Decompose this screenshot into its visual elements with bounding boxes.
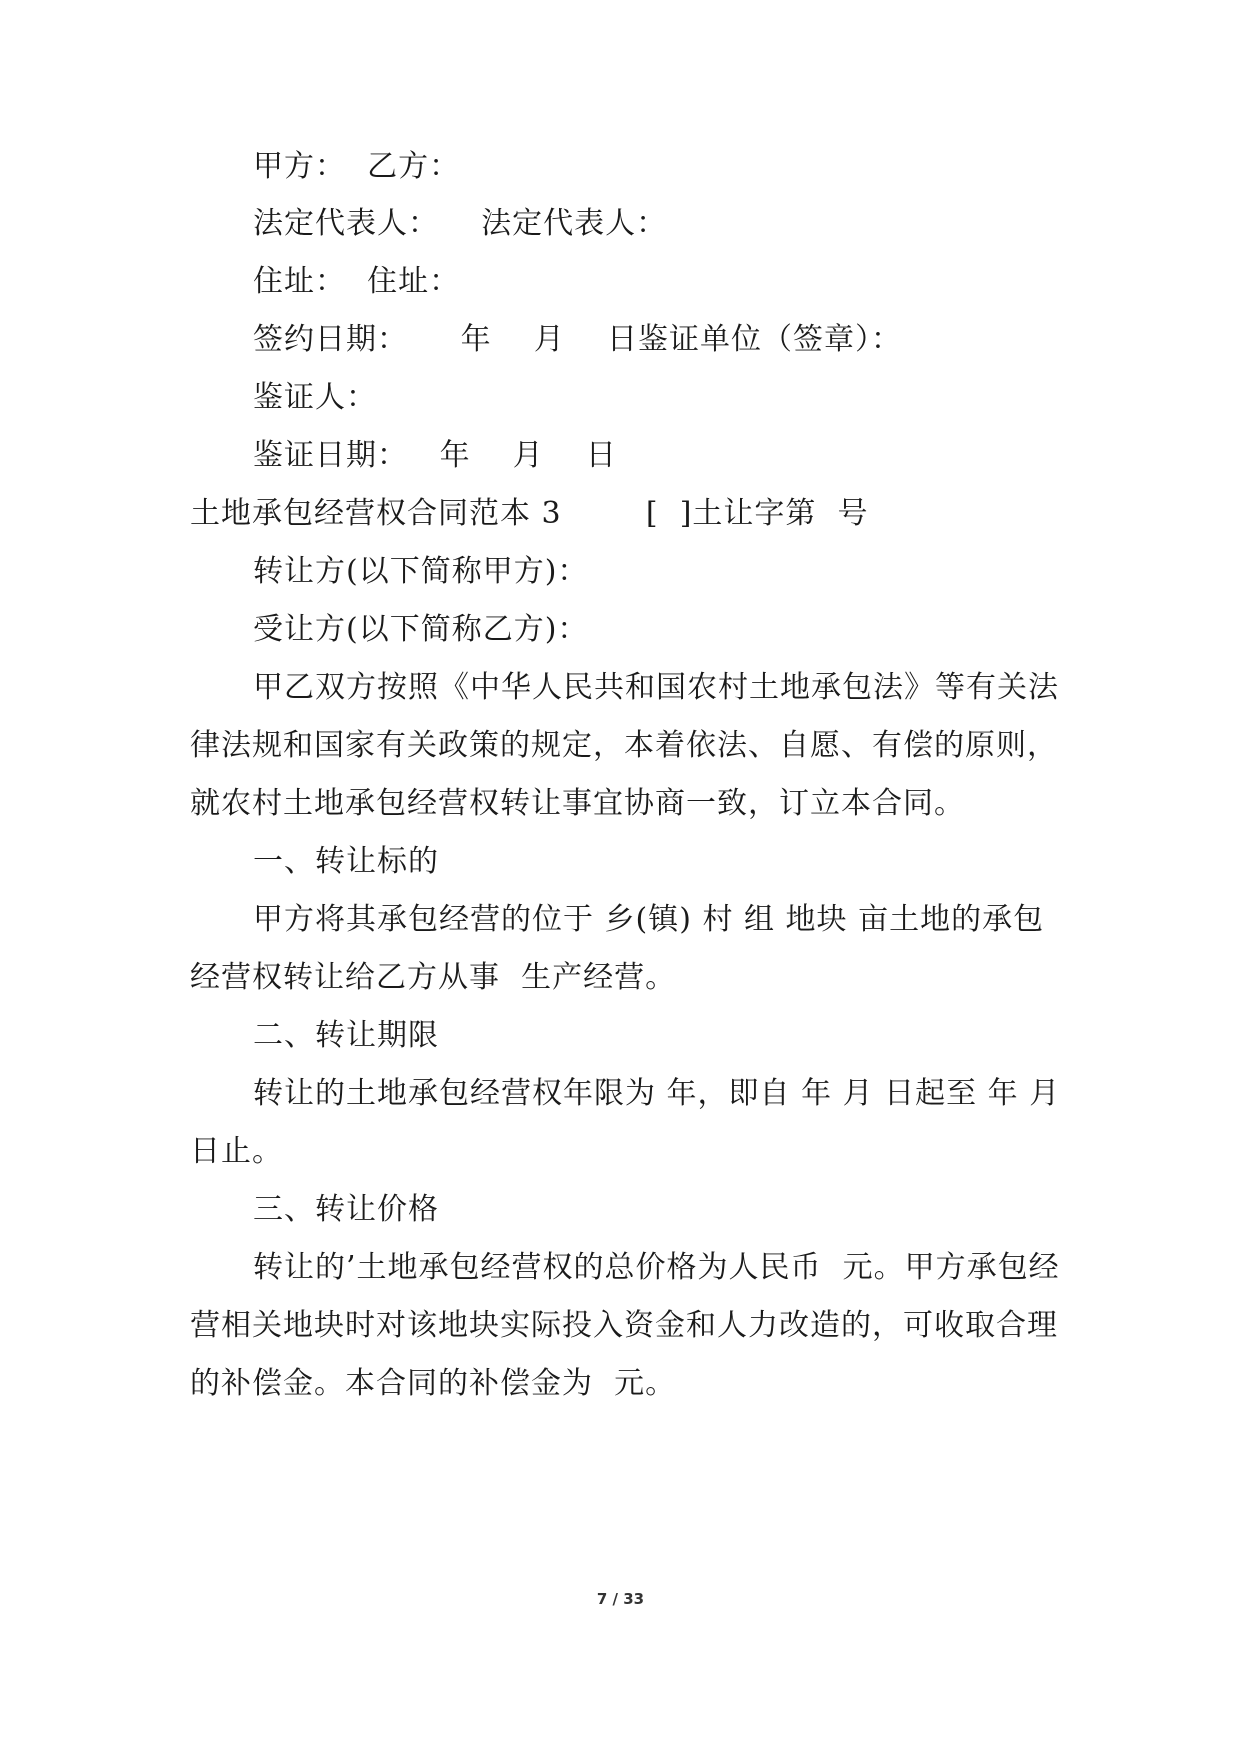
section-1-line-1: 甲方将其承包经营的位于 乡(镇) 村 组 地块 亩土地的承包: [253, 902, 1045, 937]
section-3-line-1: 转让的’土地承包经营权的总价格为人民币 元。甲方承包经: [253, 1250, 1060, 1285]
section-heading-2: 二、转让期限: [253, 1018, 439, 1053]
section-heading-1: 一、转让标的: [253, 844, 439, 879]
transferee-line: 受让方(以下简称乙方)：: [253, 612, 589, 647]
party-names-line: 甲方： 乙方：: [253, 149, 461, 184]
section-3-line-3: 的补偿金。本合同的补偿金为 元。: [190, 1366, 677, 1401]
section-2-line-1: 转让的土地承包经营权年限为 年，即自 年 月 日起至 年 月: [253, 1076, 1061, 1111]
preamble-line-1: 甲乙双方按照《中华人民共和国农村土地承包法》等有关法: [253, 670, 1059, 705]
legal-representative-line: 法定代表人： 法定代表人：: [253, 206, 668, 241]
preamble-line-3: 就农村土地承包经营权转让事宜协商一致，订立本合同。: [190, 786, 965, 821]
attestor-line: 鉴证人：: [253, 380, 377, 415]
section-heading-3: 三、转让价格: [253, 1192, 439, 1227]
signing-date-line: 签约日期： 年 月 日鉴证单位（签章）：: [253, 322, 902, 357]
section-1-line-2: 经营权转让给乙方从事 生产经营。: [190, 960, 677, 995]
contract-heading: 土地承包经营权合同范本 3 [ ]土让字第 号: [190, 496, 869, 531]
section-3-line-2: 营相关地块时对该地块实际投入资金和人力改造的，可收取合理: [190, 1308, 1058, 1343]
transferor-line: 转让方(以下简称甲方)：: [253, 554, 589, 589]
attestation-date-line: 鉴证日期： 年 月 日: [253, 438, 617, 473]
page-number: 7 / 33: [596, 1590, 645, 1608]
section-2-line-2: 日止。: [190, 1134, 283, 1169]
address-line: 住址： 住址：: [253, 264, 461, 299]
preamble-line-2: 律法规和国家有关政策的规定，本着依法、自愿、有偿的原则，: [190, 728, 1058, 763]
